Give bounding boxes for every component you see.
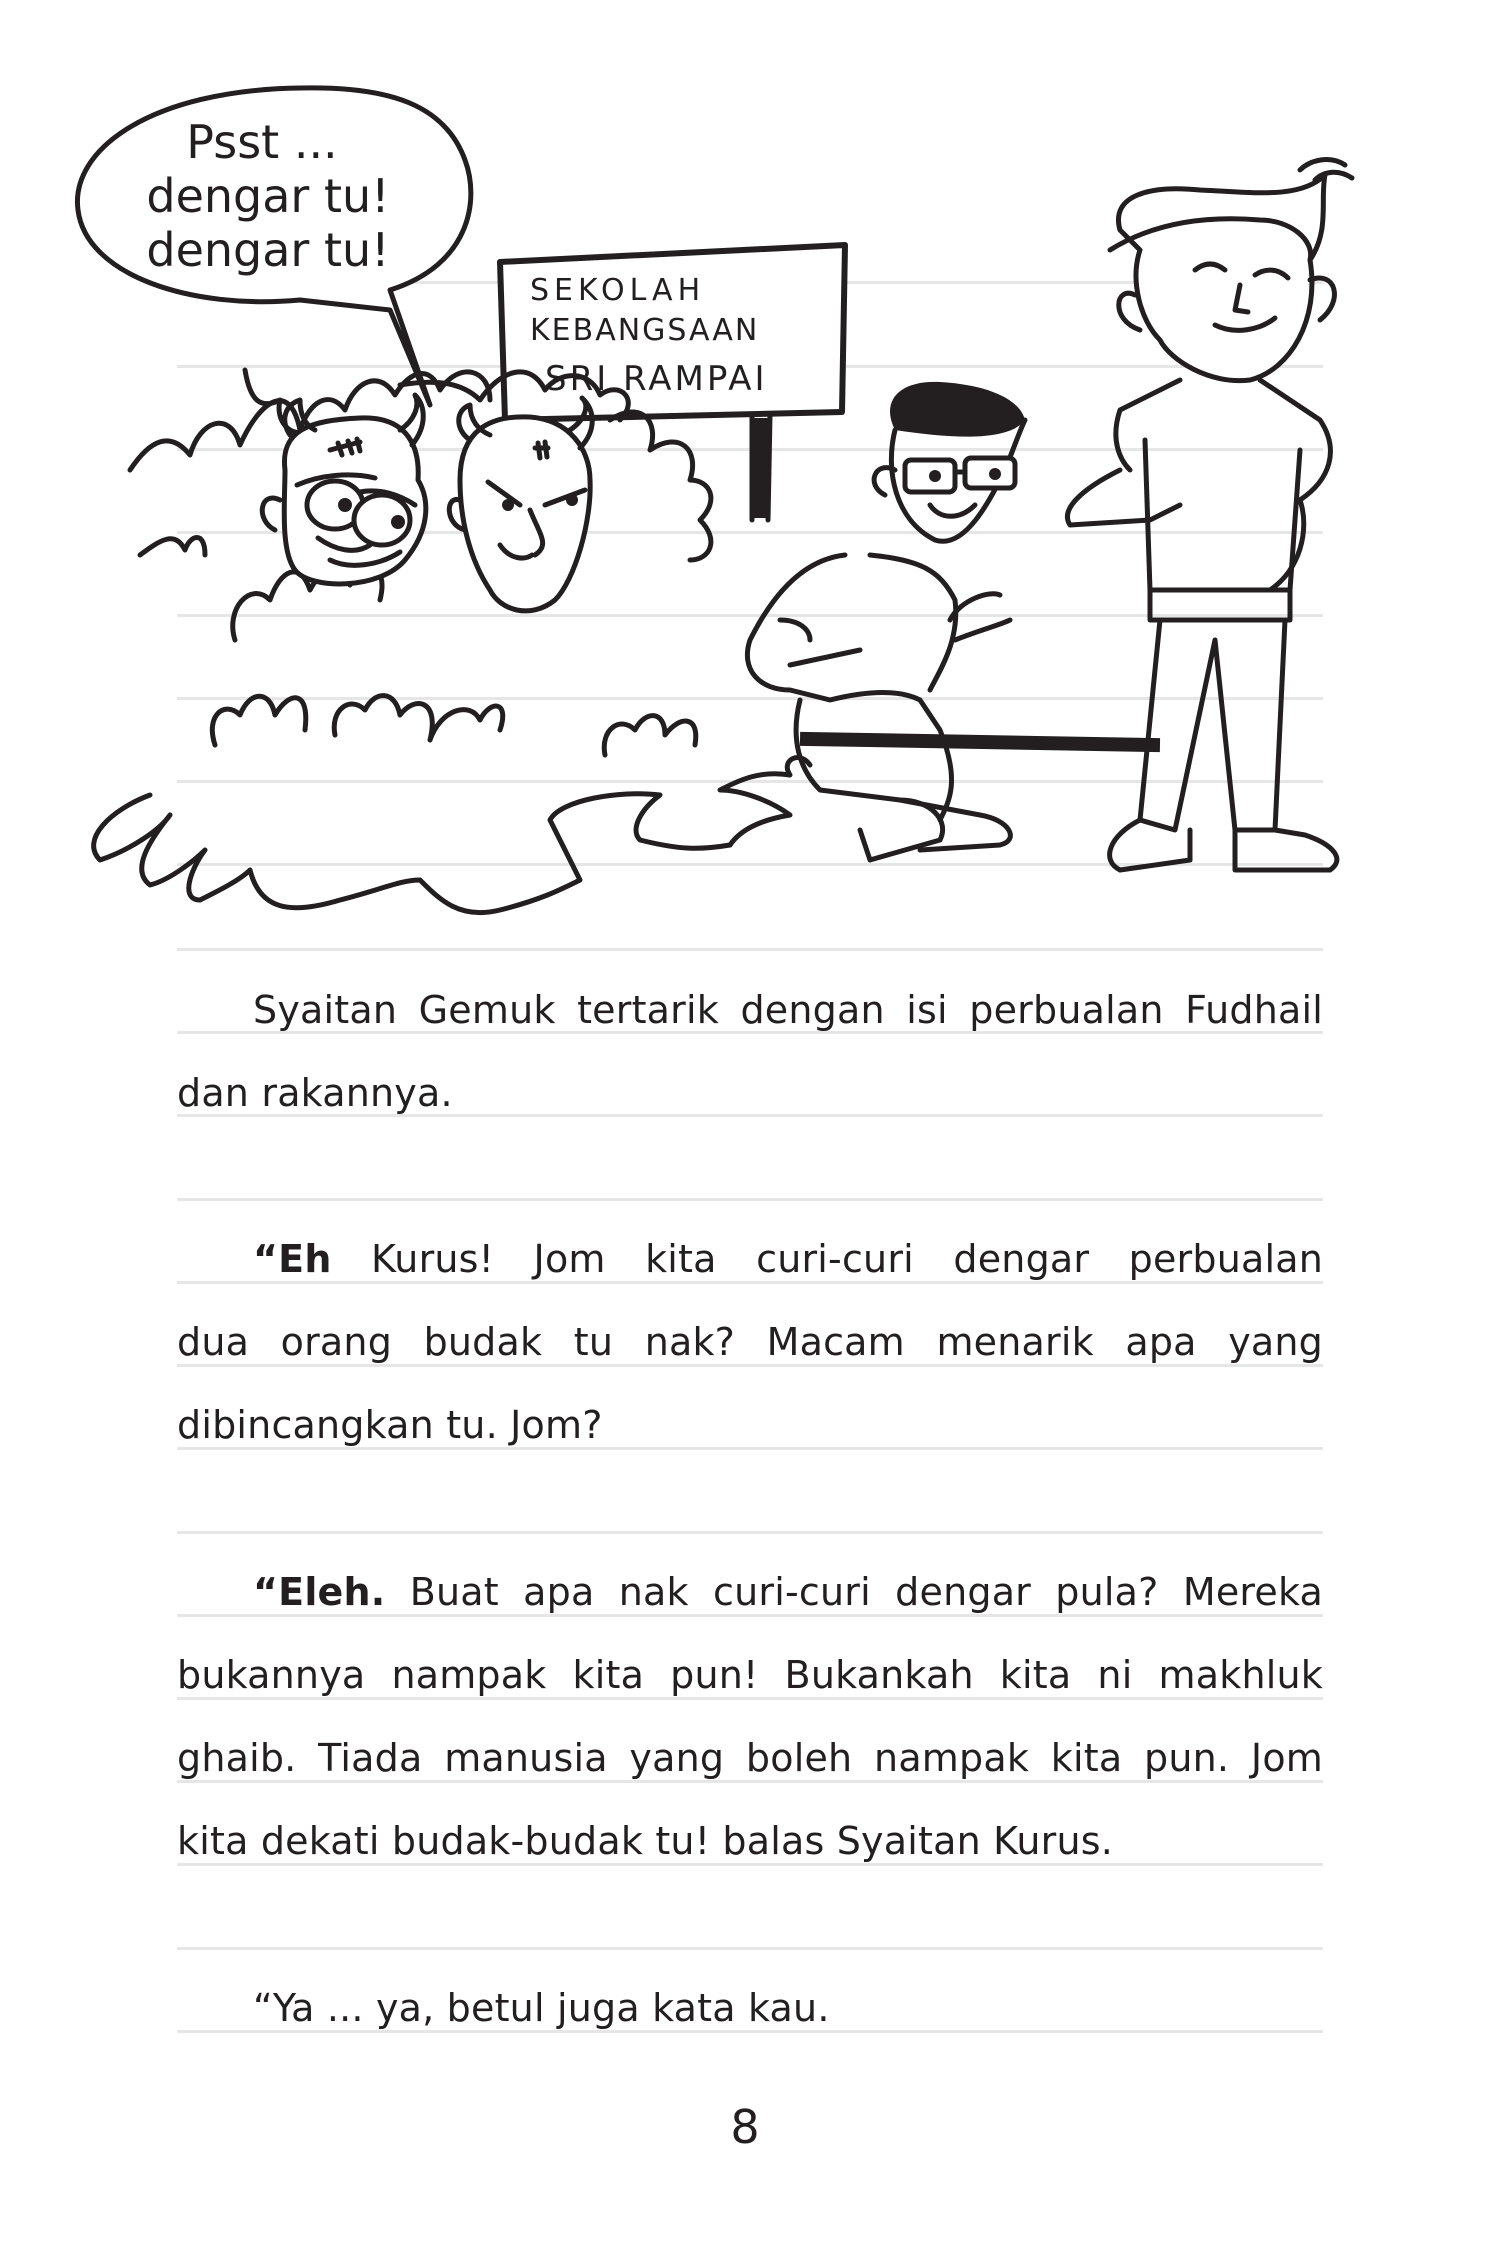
bushes: [94, 370, 810, 913]
line-text: ghaib. Tiada manusia yang boleh nampak kita pun. Jom: [177, 1736, 1323, 1780]
paragraph-1-line-1: [177, 985, 1323, 1035]
fudhail-friend: [1067, 160, 1352, 870]
speech-line-1: Psst ...: [186, 115, 338, 169]
paragraph-3-line-3: [177, 1733, 1323, 1783]
lead-word: “Eh: [253, 1237, 332, 1281]
fudhail: [747, 382, 1160, 860]
speech-line-2: dengar tu!: [146, 169, 390, 223]
scene-illustration: [0, 0, 1500, 930]
rule-line: [177, 948, 1323, 951]
rule-line: [177, 1947, 1323, 1950]
paragraph-2-line-3: [177, 1400, 1323, 1450]
paragraph-2-line-1: [177, 1234, 1323, 1284]
line-text: bukannya nampak kita pun! Bukankah kita ni makhluk: [177, 1653, 1323, 1697]
line-text: “Ya ... ya, betul juga kata kau.: [253, 1986, 830, 2030]
paragraph-1-line-2: [177, 1068, 1323, 1118]
lead-word: “Eleh.: [253, 1570, 386, 1614]
page-number: 8: [730, 2100, 760, 2154]
sign-line-1: SEKOLAH: [530, 273, 706, 308]
paragraph-2-line-2: [177, 1317, 1323, 1367]
paragraph-3-line-2: [177, 1650, 1323, 1700]
line-text: kita dekati budak-budak tu! balas Syaitan Kurus.: [177, 1819, 1114, 1863]
sign-line-2: KEBANGSAAN: [530, 313, 760, 348]
speech-line-3: dengar tu!: [146, 223, 390, 277]
syaitan-kurus: [449, 398, 592, 611]
paragraph-4-line-1: [177, 1983, 1323, 2033]
line-text: dibincangkan tu. Jom?: [177, 1403, 603, 1447]
line-text: Syaitan Gemuk tertarik dengan isi perbualan Fudhail: [253, 988, 1323, 1032]
line-text: Kurus! Jom kita curi-curi dengar perbualan: [331, 1237, 1323, 1281]
paragraph-3-line-4: [177, 1816, 1323, 1866]
syaitan-gemuk: [262, 395, 426, 584]
rule-line: [177, 1198, 1323, 1201]
line-text: dua orang budak tu nak? Macam menarik apa yang: [177, 1320, 1323, 1364]
line-text: Buat apa nak curi-curi dengar pula? Mereka: [385, 1570, 1323, 1614]
sign-line-3: SRI RAMPAI: [545, 359, 768, 399]
rule-line: [177, 1531, 1323, 1534]
paragraph-3-line-1: [177, 1567, 1323, 1617]
line-text: dan rakannya.: [177, 1071, 453, 1115]
